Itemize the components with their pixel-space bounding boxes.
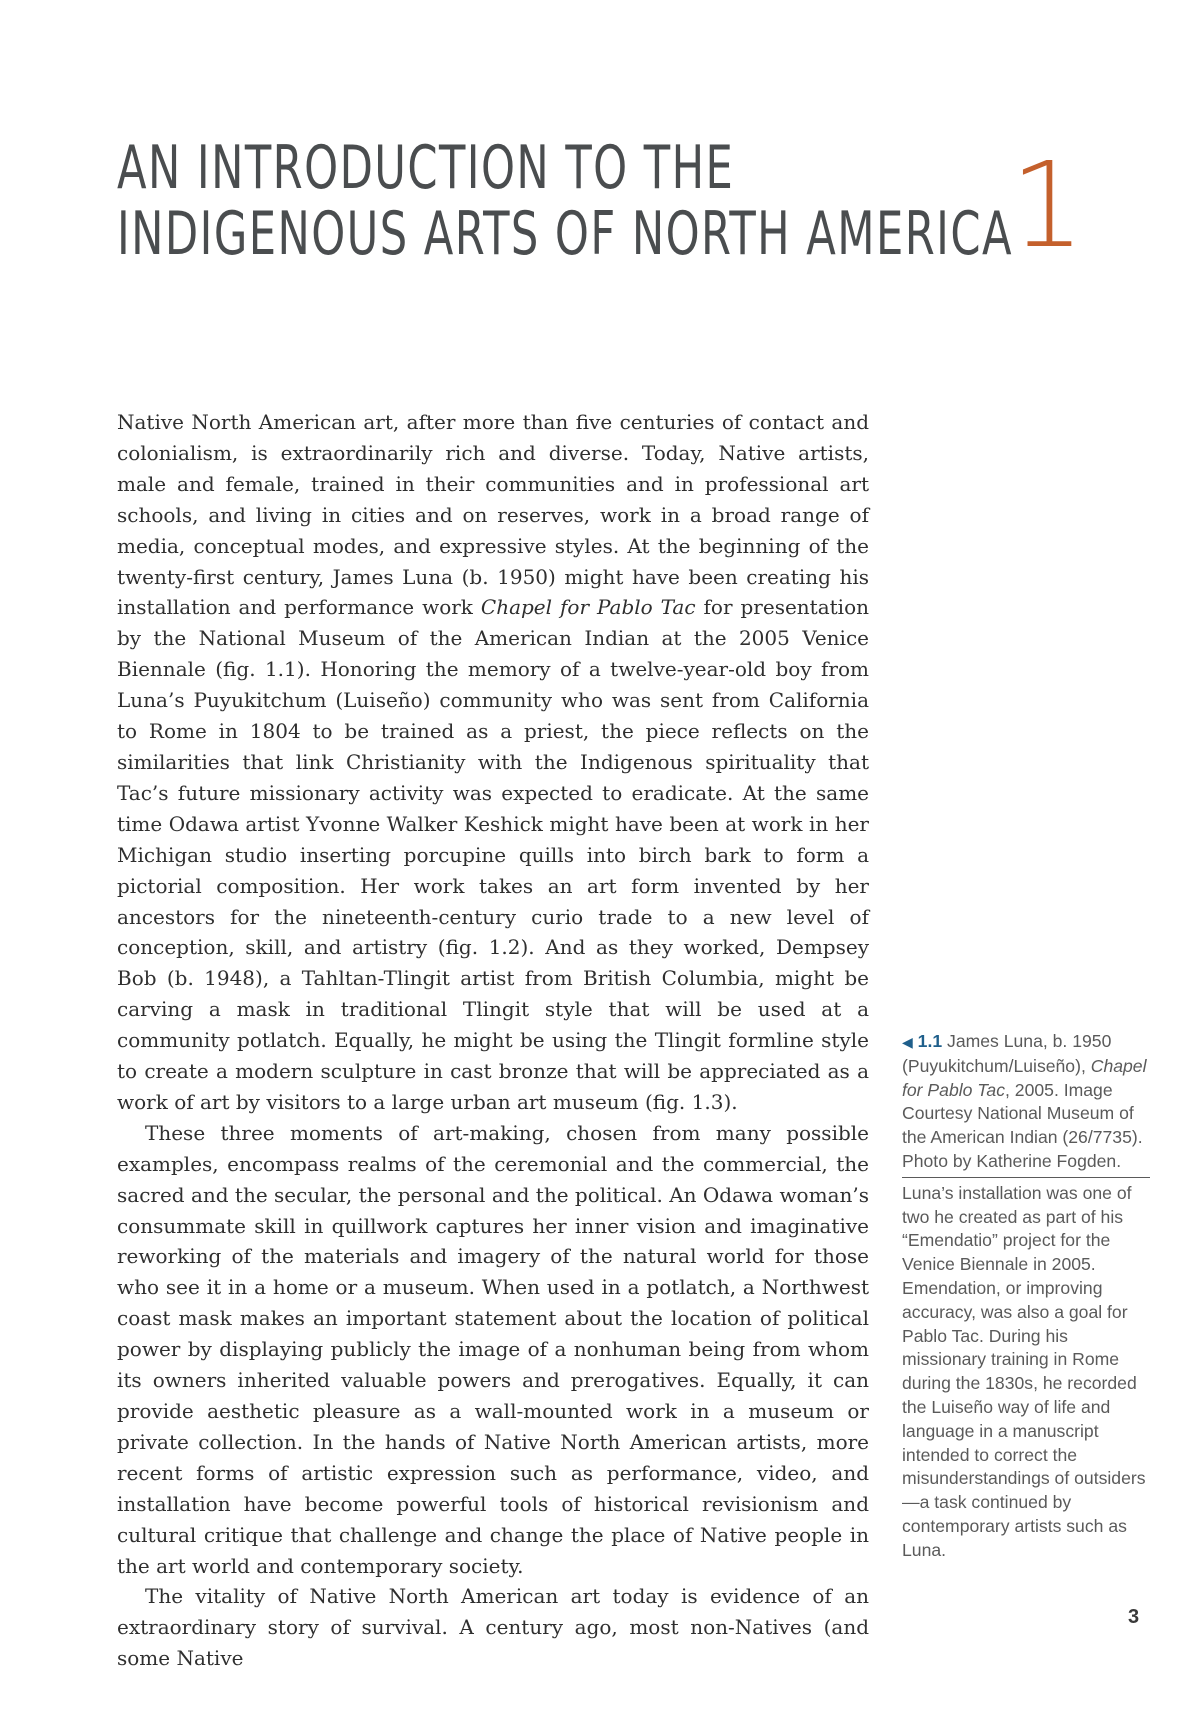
- chapter-title-line-2: INDIGENOUS ARTS OF NORTH AMERICA: [117, 199, 1013, 269]
- caption-text-a: James Luna, b. 1950 (Puyukitchum/Luiseño),: [902, 1031, 1112, 1076]
- sidebar-note: Luna’s installation was one of two he created as part of his “Emendatio” project for the Venice Biennale in 2005. Emendation, or improving accuracy, was also a goal for Pablo Tac. During his missionary training in Rome during the 1830s, he recorded the Luiseño way of life and language in a manuscript intended to correct the misunderstandings of outsiders—a task continued by contemporary artists such as Luna.: [902, 1182, 1146, 1560]
- figure-number: 1.1: [917, 1031, 943, 1051]
- body-paragraph-1-part-a: Native North American art, after more than five centuries of contact and colonialism, is extraordinarily rich and diverse. Today, Native artists, male and female, trained in their communities and in professional art schools, and living in cities and on reserves, work in a broad range of media, conceptual modes, and expressive styles. At the beginning of the twenty-first century, James Luna (b. 1950) might have been creating his installation and performance work: [117, 410, 869, 620]
- body-paragraph-1: [117, 407, 869, 1118]
- body-paragraph-1-part-b: for presentation by the National Museum of the American Indian at the 2005 Venice Biennale (fig. 1.1). Honoring the memory of a twelve-year-old boy from Luna’s Puyukitchum (Luiseño) community who was sent from California to Rome in 1804 to be trained as a priest, the piece reflects on the similarities that link Christianity with the Indigenous spirituality that Tac’s future missionary activity was expected to eradicate. At the same time Odawa artist Yvonne Walker Keshick might have been at work in her Michigan studio inserting porcupine quills into birch bark to form a pictorial composition. Her work takes an art form invented by her ancestors for the nineteenth-century curio trade to a new level of conception, skill, and artistry (fig. 1.2). And as they worked, Dempsey Bob (b. 1948), a Tahltan-Tlingit artist from British Columbia, might be carving a mask in traditional Tlingit style that will be used at a community potlatch. Equally, he might be using the Tlingit formline style to create a modern sculpture in cast bronze that will be appreciated as a work of art by visitors to a large urban art museum (fig. 1.3).: [117, 595, 869, 1114]
- caption-artwork-title: Chapel for Pablo Tac: [902, 1055, 1147, 1100]
- caption-arrow-icon: ◀: [902, 1034, 913, 1050]
- body-paragraph-2: These three moments of art-making, chosen from many possible examples, encompass realms of the ceremonial and the commercial, the sacred and the secular, the personal and the political. An Odawa woman’s consummate skill in quillwork captures her inner vision and imaginative reworking of the materials and imagery of the natural world for those who see it in a home or a museum. When used in a potlatch, a Northwest coast mask makes an important statement about the location of political power by displaying publicly the image of a nonhuman being from whom its owners inherited valuable powers and prerogatives. Equally, it can provide aesthetic pleasure as a wall-mounted work in a museum or private collection. In the hands of Native North American artists, more recent forms of artistic expression such as performance, video, and installation have become powerful tools of historical revisionism and cultural critique that challenge and change the place of Native people in the art world and contemporary society.: [117, 1120, 869, 1578]
- body-paragraph-3: The vitality of Native North American art today is evidence of an extraordinary story of survival. A century ago, most non-Natives (and some Native: [117, 1584, 869, 1671]
- page-number: 3: [1128, 1606, 1140, 1628]
- main-body-text: [117, 407, 869, 1674]
- caption-text-b: , 2005. Image Courtesy National Museum of the American Indian (26/7735). Photo by Katherine Fogden.: [902, 1079, 1143, 1171]
- sidebar: [902, 1030, 1150, 1563]
- sidebar-divider: [902, 1177, 1150, 1178]
- figure-caption: [902, 1030, 1150, 1175]
- chapter-title: [117, 133, 1013, 269]
- artwork-title: Chapel for Pablo Tac: [480, 595, 696, 620]
- chapter-number: 1: [1010, 136, 1086, 274]
- chapter-title-line-1: AN INTRODUCTION TO THE: [117, 133, 735, 203]
